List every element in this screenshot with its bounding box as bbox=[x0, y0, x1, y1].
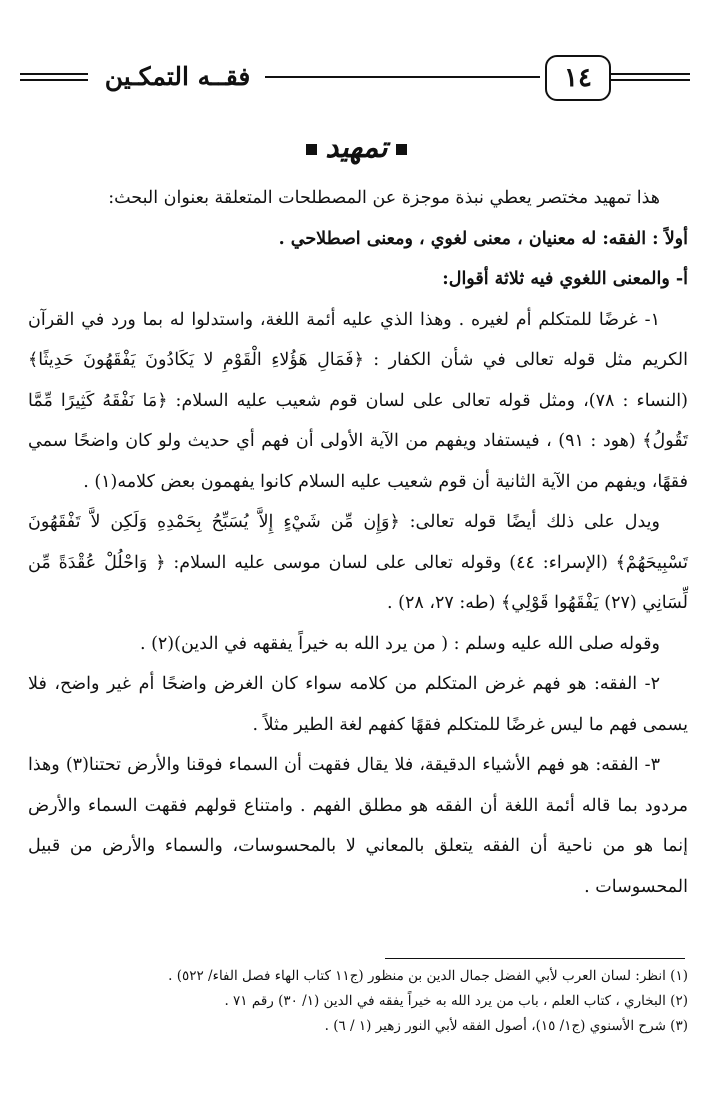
footnotes bbox=[28, 964, 688, 1039]
header-rule-right-top bbox=[610, 73, 690, 75]
running-title: فقــه التمكـين bbox=[104, 62, 251, 91]
heading-square-marker bbox=[306, 144, 317, 155]
section-heading bbox=[0, 130, 713, 164]
footnote: (٣) شرح الأسنوي (ج١/ ١٥)، أصول الفقه لأبي النور زهير (١ / ٦) . bbox=[324, 1018, 688, 1034]
footnote: (٢) البخاري ، كتاب العلم ، باب من يرد الله به خيراً يفقه في الدين (١/ ٣٠) رقم ٧١ . bbox=[224, 993, 688, 1009]
main-text bbox=[28, 178, 688, 907]
header-rule-right-bottom bbox=[610, 79, 690, 81]
intro-paragraph: هذا تمهيد مختصر يعطي نبذة موجزة عن المصطلحات المتعلقة بعنوان البحث: bbox=[108, 188, 660, 208]
paragraph-hadith: وقوله صلى الله عليه وسلم : ( من يرد الله به خيراً يفقهه في الدين)(٢) . bbox=[139, 633, 660, 654]
subheading-first: أولاً : الفقه: له معنيان ، معنى لغوي ، ومعنى اصطلاحي . bbox=[278, 228, 688, 249]
subheading-linguistic: أ- والمعنى اللغوي فيه ثلاثة أقوال: bbox=[442, 269, 688, 289]
paragraph-opinion-3: ٣- الفقه: هو فهم الأشياء الدقيقة، فلا يقال فقهت أن السماء فوقنا والأرض تحتنا(٣) وهذا مردود بما قاله أئمة اللغة أن الفقه هو مطلق الفهم . وامتناع قولهم فقهت السماء والأرض إنما هو من ناحية أن الفقه يتعلق بالمعاني لا بالمحسوسات، والسماء والأرض من قبيل المحسوسات . bbox=[28, 755, 688, 897]
header-rule-middle bbox=[265, 76, 540, 78]
heading-square-marker bbox=[396, 144, 407, 155]
paragraph-opinion-1: ١- غرضًا للمتكلم أم لغيره . وهذا الذي عليه أئمة اللغة، واستدلوا له بما ورد في القرآن الكريم مثل قوله تعالى في شأن الكفار : ﴿فَمَالِ هَؤُلاءِ الْقَوْمِ لا يَكَادُونَ يَفْقَهُونَ حَدِيثًا﴾ (النساء : ٧٨)، ومثل قوله تعالى على لسان قوم شعيب عليه السلام: ﴿مَا نَفْقَهُ كَثِيرًا مِّمَّا تَقُولُ﴾ (هود : ٩١) ، فيستفاد ويفهم من الآية الأولى أن فهم أي حديث ولو كان واضحًا سمي فقهًا، ويفهم من الآية الثانية أن قوم شعيب عليه السلام كانوا يفهمون بعض كلامه(١) . bbox=[28, 309, 688, 492]
header-rule-left-bottom bbox=[20, 79, 88, 81]
heading-text: تمهيد bbox=[325, 130, 388, 164]
footnote-separator bbox=[385, 958, 685, 959]
header-rule-left-top bbox=[20, 73, 88, 75]
paragraph-evidence: ويدل على ذلك أيضًا قوله تعالى: ﴿وَإِن مِّن شَيْءٍ إِلاَّ يُسَبِّحُ بِحَمْدِهِ وَلَكِن لاَّ تَفْقَهُونَ تَسْبِيحَهُمْ﴾ (الإسراء: ٤٤) وقوله تعالى على لسان موسى عليه السلام: ﴿ وَاحْلُلْ عُقْدَةً مِّن لِّسَانِي (٢٧) يَفْقَهُوا قَوْلِي﴾ (طه: ٢٧، ٢٨) . bbox=[28, 512, 688, 613]
paragraph-opinion-2: ٢- الفقه: هو فهم غرض المتكلم من كلامه سواء كان الغرض واضحًا أم غير واضح، فلا يسمى فهم ما ليس غرضًا للمتكلم فقهًا كفهم لغة الطير مثلاً . bbox=[28, 674, 688, 735]
page-header bbox=[20, 55, 690, 105]
page-number: ١٤ bbox=[545, 55, 611, 101]
footnote: (١) انظر: لسان العرب لأبي الفضل جمال الدين بن منظور (ج١١ كتاب الهاء فصل الفاء/ ٥٢٢) . bbox=[168, 968, 688, 984]
